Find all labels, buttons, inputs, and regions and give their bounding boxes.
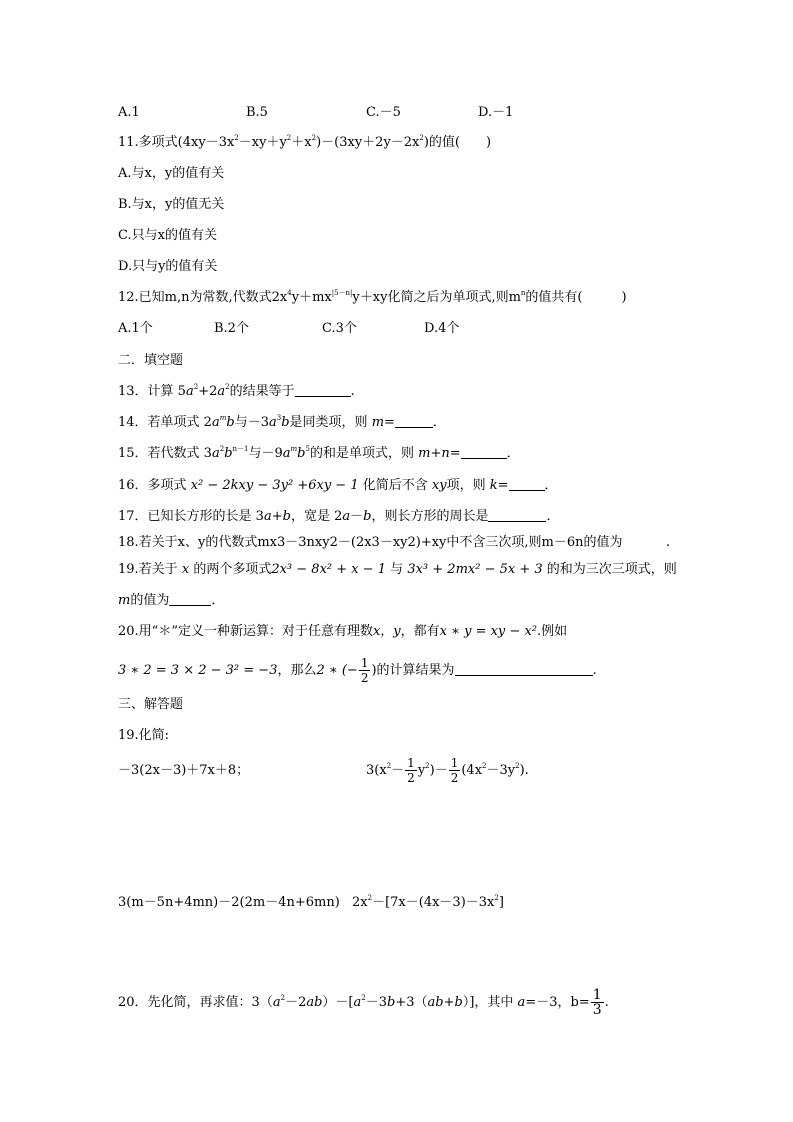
q17-answer-blank[interactable]	[488, 509, 546, 522]
q16-answer-blank[interactable]	[509, 478, 545, 491]
q13-answer-blank[interactable]	[295, 384, 351, 397]
p19-expr2: $3(x^2-$ $\frac{1}{2}$ $y^2)-$ $\frac{1}{2}$ $(4x^2-3y^2)$.	[366, 756, 529, 785]
q15-answer-blank[interactable]	[461, 446, 507, 459]
p19-expr1: －3(2x－3)＋7x＋8；	[118, 763, 250, 778]
q10-option-d: D.－1	[478, 105, 514, 120]
q19-answer-blank[interactable]	[169, 593, 211, 606]
q10-option-c: C.－5	[366, 105, 401, 120]
fraction-half-b: $\frac{1}{2}$	[450, 756, 459, 785]
p19-expr3: 3(m－5n+4mn)－2(2m－4n+6mn)	[118, 895, 340, 910]
q18: 18.若关于x、y的代数式mx3－3nxy2－(2x3－xy2)+xy中不含三次项,则m－6n的值为	[118, 535, 623, 550]
q15: 15．若代数式 $3a^2b^{n-1}$与$-9a^mb^5$的和是单项式，则 m+n= ．	[118, 445, 520, 461]
q11-stem: 11.多项式$(4xy-3x^2-xy+y^2+x^2)-(3xy+2y-2x^2)$的值( )	[118, 134, 492, 150]
q12-option-a: A.1个	[118, 321, 153, 336]
q20-answer-blank[interactable]	[455, 663, 593, 676]
q12-stem: 12.已知m,n为常数,代数式$2x^4y+mx^{|5-n|}y+xy$化简之后为单项式,则$m^n$的值共有( )	[118, 289, 627, 305]
q10-option-b: B.5	[246, 105, 268, 120]
q13: 13．计算 $5a^2+2a^2$的结果等于 .	[118, 383, 355, 399]
section-fill-in-heading: 二．填空题	[118, 353, 184, 368]
q20-line2: 3 ∗ 2 = 3 × 2 − 3² = −3，那么2 ∗ (− $\frac{1}{2}$ )的计算结果为 .	[118, 656, 597, 685]
q20-line1: 20.用“＊”定义一种新运算：对于任意有理数x，y，都有x ∗ y = xy − x².例如	[118, 624, 568, 639]
q11-option-d: D.只与y的值有关	[118, 259, 218, 274]
q12-option-b: B.2个	[214, 321, 249, 336]
fraction-half-a: $\frac{1}{2}$	[407, 756, 415, 785]
q19-line2: m的值为 ．	[118, 593, 225, 608]
fraction-one-half: $\frac{1}{2}$	[360, 656, 369, 685]
section-solve-heading: 三、解答题	[118, 697, 184, 712]
p20: 20．先化简，再求值：$3(a^2-2ab)-[a^2-3b+3(ab+b)]$，其中 a=－3，b= $\frac{1}{3}$ .	[118, 987, 609, 1018]
q14: 14．若单项式 $2a^mb$与$-3a^3b$是同类项，则 m= ．	[118, 414, 446, 430]
q11-option-c: C.只与x的值有关	[118, 228, 217, 243]
q14-answer-blank[interactable]	[395, 415, 433, 428]
q17: 17．已知长方形的长是 3a+b，宽是 2a－b，则长方形的周长是 ．	[118, 509, 560, 524]
q12-option-c: C.3个	[322, 321, 357, 336]
q11-option-a: A.与x，y的值有关	[118, 166, 225, 181]
fraction-one-third: $\frac{1}{3}$	[592, 987, 602, 1018]
p19-expr4: $2x^2-[7x-(4x-3)-3x^2]$	[352, 894, 504, 910]
q16: 16．多项式 x² − 2kxy − 3y² +6xy − 1 化简后不含 xy项，则 k= ．	[118, 478, 558, 493]
q11-option-b: B.与x，y的值无关	[118, 197, 225, 212]
q19-line1: 19.若关于 x 的两个多项式2x³ − 8x² + x − 1 与 3x³ + 2mx² − 5x + 3 的和为三次三项式，则	[118, 562, 677, 577]
q18-period: .	[666, 535, 671, 550]
q12-option-d: D.4个	[424, 321, 460, 336]
p19-title: 19.化简:	[118, 728, 170, 743]
q10-option-a: A.1	[118, 105, 140, 120]
